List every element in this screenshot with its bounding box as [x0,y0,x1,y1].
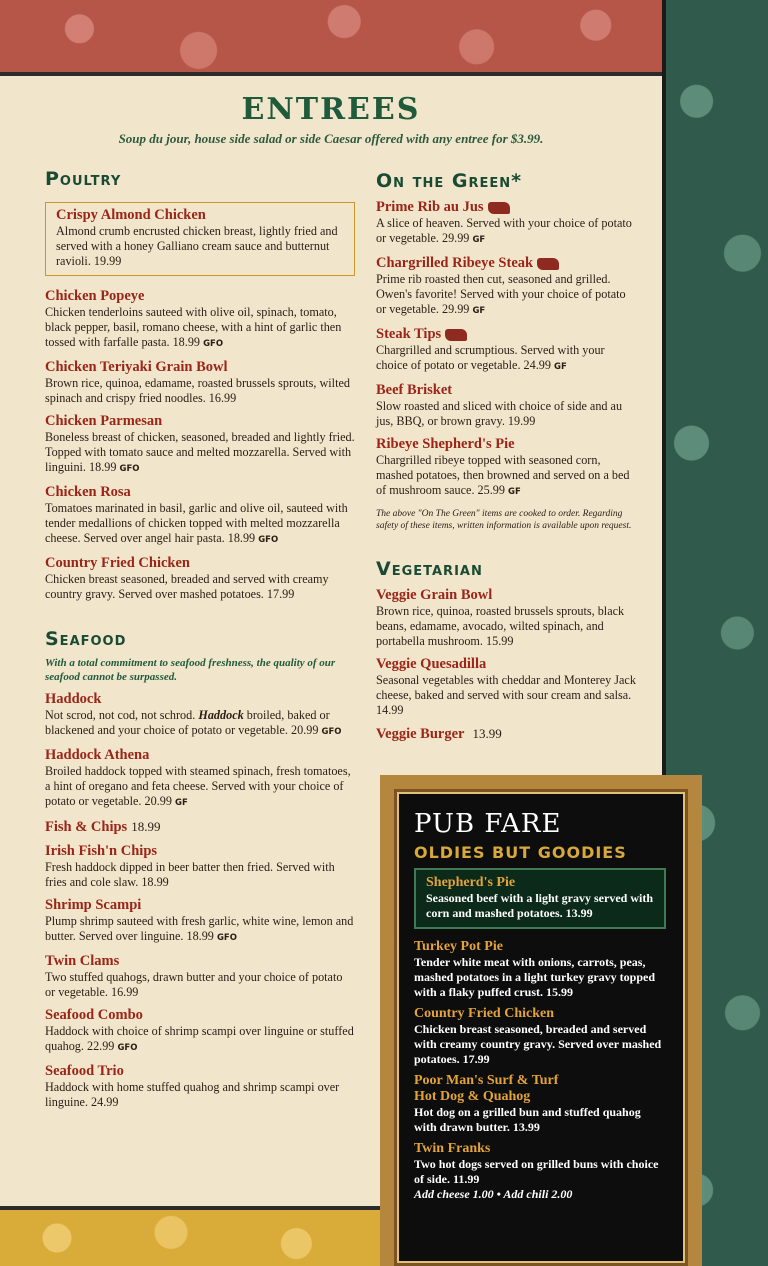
item-desc [376,343,636,375]
dietary-tag: GF [508,487,521,497]
item-desc: Chicken breast seasoned, breaded and served with creamy country gravy. Served over mashed potatoes. 17.99 [414,1022,662,1066]
item-desc: Two stuffed quahogs, drawn butter and your choice of potato or vegetable. 16.99 [45,970,343,999]
menu-item-featured [414,868,666,929]
item-name-text: Chargrilled Ribeye Steak [376,255,534,271]
item-desc [45,430,355,477]
item-desc [45,1024,355,1056]
menu-item [414,1006,666,1067]
bottom-decorative-band [0,1206,380,1266]
right-column [376,170,636,743]
menu-item [45,288,355,352]
menu-item [45,413,355,477]
item-name: Irish Fish'n Chips [45,843,158,859]
item-name-text: Steak Tips [376,326,442,342]
page-subtitle: Soup du jour, house side salad or side Caesar offered with any entree for $3.99. [118,131,544,146]
item-desc: Almond crumb encrusted chicken breast, lightly fried and served with a honey Galliano cream sauce and butternut ravioli. 19.99 [56,224,338,268]
item-name: Seafood Combo [45,1007,143,1023]
dietary-tag: GF [554,362,567,372]
pub-fare-title: PUB FARE [414,809,562,839]
item-name: Veggie Grain Bowl [376,587,493,603]
menu-item [45,691,355,740]
item-desc-text: A slice of heaven. Served with your choice of potato or vegetable. 29.99 [376,216,632,245]
menu-item [45,818,355,836]
item-desc-text: Plump shrimp sauteed with fresh garlic, white wine, lemon and butter. Served over linguine. 18.99 [45,914,354,943]
item-desc-text: Boneless breast of chicken, seasoned, breaded and lightly fried. Topped with tomato sauce and melted mozzarella. Served with linguini. 18.99 [45,430,355,474]
item-name: Country Fried Chicken [45,555,190,571]
item-name [376,199,636,216]
item-name: Poor Man's Surf & Turf [414,1073,559,1088]
item-desc: Chicken breast seasoned, breaded and served with creamy country gravy. Served over mashed potatoes. 17.99 [45,572,329,601]
menu-item [376,587,636,649]
menu-item [414,939,666,1000]
menu-header [0,92,662,147]
item-desc [376,272,636,319]
section-title-vegetarian: Vegetarian [376,558,483,580]
item-desc-text: Prime rib roasted then cut, seasoned and grilled. Owen's favorite! Served with your choice of potato or vegetable. 29.99 [376,272,626,316]
item-desc [45,501,355,548]
menu-item [376,326,636,375]
item-name: Haddock [45,691,102,707]
seafood-note: With a total commitment to seafood freshness, the quality of our seafood cannot be surpassed. [45,657,336,683]
item-desc: Brown rice, quinoa, edamame, roasted brussels sprouts, wilted spinach and crispy fried noodles. 16.99 [45,376,350,405]
on-the-green-note: The above "On The Green" items are cooked to order. Regarding safety of these items, written information is available upon request. [376,509,632,531]
item-desc-emphasis: Haddock [198,708,244,722]
section-title-poultry: Poultry [45,168,122,190]
item-desc: Tender white meat with onions, carrots, peas, mashed potatoes in a light turkey gravy topped with a flaky puffed crust. 15.99 [414,955,656,999]
item-desc [45,305,355,352]
menu-item [376,199,636,248]
section-title-on-the-green: On the Green* [376,170,523,192]
menu-item [414,1141,666,1202]
item-desc-text: Tomatoes marinated in basil, garlic and olive oil, sauteed with tender medallions of chicken topped with melted mozzarella cheese. Served over angel hair pasta. 18.99 [45,501,348,545]
dietary-tag: GF [472,306,486,316]
item-desc [45,764,355,811]
item-price: 13.99 [472,726,502,741]
item-desc [45,708,355,740]
menu-item [376,255,636,319]
usa-map-icon [488,202,510,214]
dietary-tag: GFO [117,1043,138,1053]
item-desc: Fresh haddock dipped in beer batter then fried. Served with fries and cole slaw. 18.99 [45,860,335,889]
pub-fare-subtitle: OLDIES BUT GOODIES [414,843,627,862]
item-desc-text: Chargrilled and scrumptious. Served with your choice of potato or vegetable. 24.99 [376,343,605,372]
menu-item [376,436,636,500]
item-name: Shepherd's Pie [426,875,516,890]
item-name: Chicken Parmesan [45,413,163,429]
menu-item [45,747,355,811]
menu-item [376,382,636,429]
item-name-text: Prime Rib au Jus [376,199,484,215]
page-title: ENTREES [241,92,421,127]
dietary-tag: GF [472,235,486,245]
item-name: Veggie Quesadilla [376,656,487,672]
menu-item [45,843,355,890]
item-desc [45,914,355,946]
dietary-tag: GFO [216,933,237,943]
dietary-tag: GFO [321,727,342,737]
top-decorative-band [0,0,662,76]
item-desc-text: Haddock with choice of shrimp scampi over linguine or stuffed quahog. 22.99 [45,1024,354,1053]
menu-item [45,555,355,602]
item-desc-text: Not scrod, not cod, not schrod. [45,708,199,722]
menu-item [45,897,355,946]
item-name: Haddock Athena [45,747,150,763]
item-name: Chicken Teriyaki Grain Bowl [45,359,228,375]
dietary-tag: GFO [203,339,224,349]
item-name: Ribeye Shepherd's Pie [376,436,515,452]
item-name [376,255,636,272]
usa-map-icon [445,329,467,341]
item-desc-text: Broiled haddock topped with steamed spinach, fresh tomatoes, a hint of oregano and feta cheese. Served with your choice of potato or vegetable. 20.99 [45,764,351,808]
menu-item [45,1007,355,1056]
dietary-tag: GFO [258,535,279,545]
item-desc: Seasoned beef with a light gravy served with corn and mashed potatoes. 13.99 [426,891,653,920]
item-name: Country Fried Chicken [414,1006,554,1021]
usa-map-icon [537,258,559,270]
menu-item [45,484,355,548]
dietary-tag: GFO [119,464,140,474]
item-name: Shrimp Scampi [45,897,142,913]
menu-item [376,656,636,718]
item-desc: Seasonal vegetables with cheddar and Monterey Jack cheese, baked and served with sour cream and salsa. 14.99 [376,673,636,717]
dietary-tag: GF [174,798,188,808]
item-desc [376,453,636,500]
item-desc-text: Chicken tenderloins sauteed with olive oil, spinach, tomato, black pepper, basil, romano cheese, with a hint of garlic then tossed with farfalle pasta. 18.99 [45,305,342,349]
pub-fare-board [380,775,702,1266]
menu-item [45,953,355,1000]
item-name: Twin Clams [45,953,120,969]
item-name [376,326,636,343]
item-name: Twin Franks [414,1141,491,1156]
section-title-seafood: Seafood [45,628,127,650]
item-name: Chicken Rosa [45,484,131,500]
item-name: Fish & Chips [45,819,128,835]
item-name: Seafood Trio [45,1063,124,1079]
item-desc: Brown rice, quinoa, roasted brussels sprouts, black beans, edamame, avocado, wilted spinach, and portabella mushroom. 15.99 [376,604,625,648]
item-name: Veggie Burger [376,726,465,742]
item-name: Chicken Popeye [45,288,145,304]
menu-item [414,1073,666,1135]
item-desc [376,216,636,248]
item-name: Beef Brisket [376,382,453,398]
item-name-secondary: Hot Dog & Quahog [414,1089,531,1104]
item-price: 18.99 [131,819,161,834]
left-column [45,168,355,1110]
item-desc-text: broiled, baked or blackened and your choice of potato or vegetable. 20.99 [45,708,330,737]
menu-item [45,202,355,276]
item-desc: Slow roasted and sliced with choice of side and au jus, BBQ, or brown gravy. 19.99 [376,399,623,428]
item-name: Crispy Almond Chicken [56,207,206,223]
menu-item [45,1063,355,1110]
menu-item [376,725,636,743]
item-desc-text: Chargrilled ribeye topped with seasoned corn, mashed potatoes, then browned and served on a bed of mushroom sauce. 25.99 [376,453,630,497]
item-desc: Hot dog on a grilled bun and stuffed quahog with drawn butter. 13.99 [414,1105,641,1134]
item-name: Turkey Pot Pie [414,939,503,954]
item-extras: Add cheese 1.00 • Add chili 2.00 [414,1187,573,1201]
menu-item [45,359,355,406]
item-desc: Haddock with home stuffed quahog and shrimp scampi over linguine. 24.99 [45,1080,340,1109]
item-desc: Two hot dogs served on grilled buns with choice of side. 11.99 [414,1157,659,1186]
